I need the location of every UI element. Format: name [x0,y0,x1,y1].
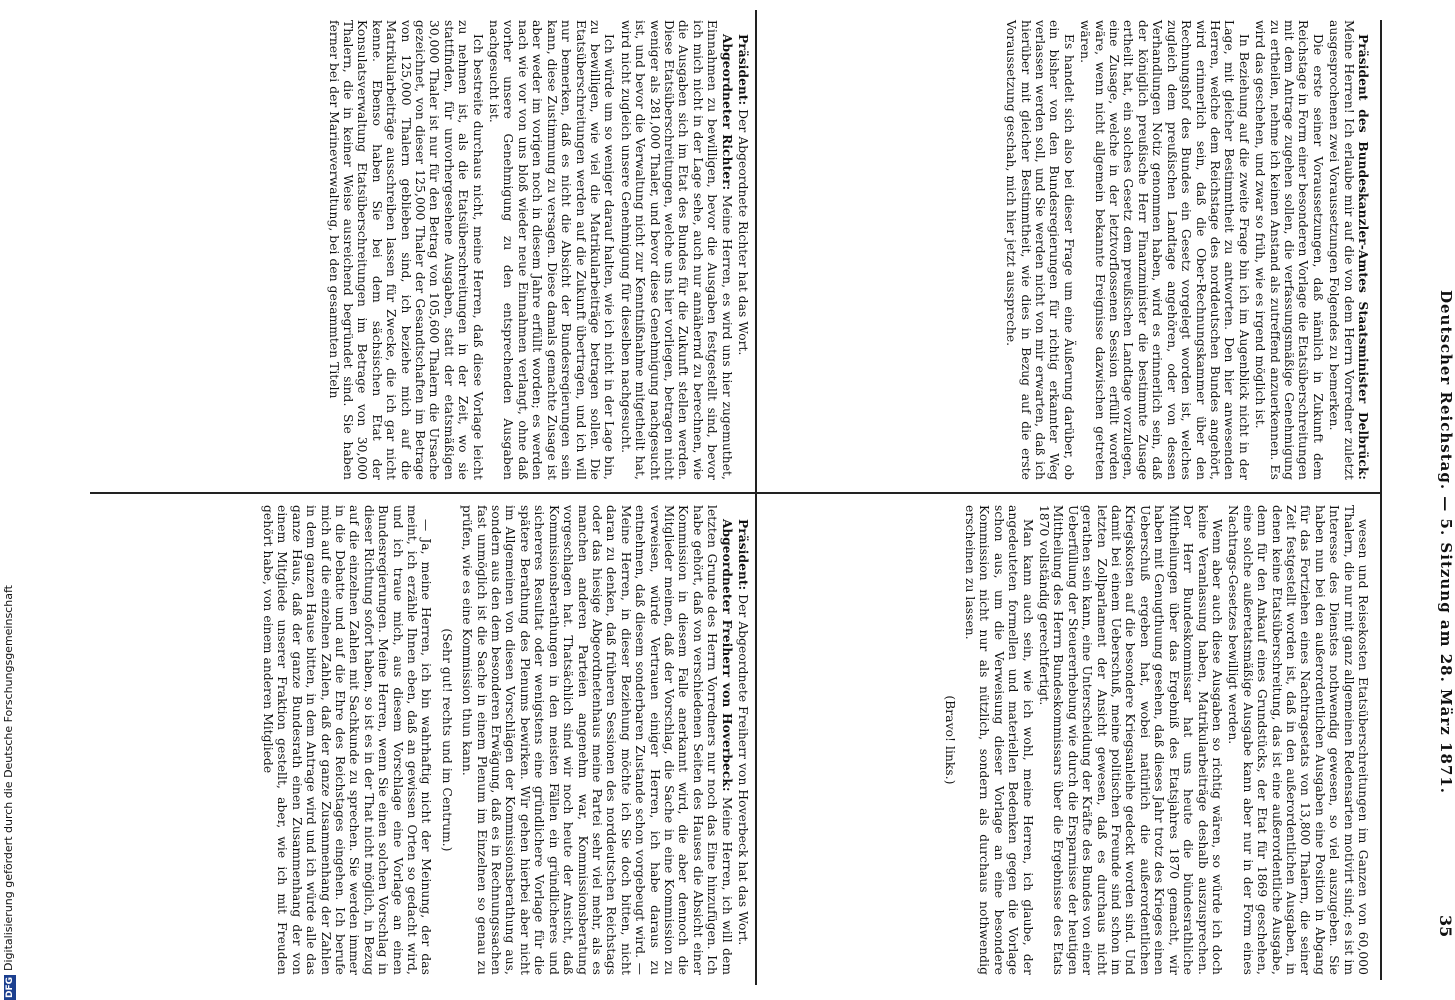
paragraph [736,20,750,480]
paragraph-text: Meine Herren! Ich erlaube mir auf die von dem Herrn Vorredner zuletzt ausgesprochenen zwei Voraussetzungen Folgendes zu bemerken. [1327,20,1356,480]
paragraph [1037,505,1224,975]
header-rule [1380,20,1382,980]
paragraph [326,20,484,480]
paragraph-text: Ich würde um so weniger darauf halten, wie ich nicht in der Lage bin, zu bewilligen, wie viel die Matrikularbeiträge betragen sollen. Die Etatsüberschreitungen werden auf die Zukunft übertragen, und ich will nur bemerken, daß es nicht die Absicht der Bundesregierungen sein kann, diese Zustimmung zu versagen. Diese damals gemachte Zusage ist aber weder im vorigen noch in diesem Jahre erfüllt worden; es werden nach wie vor von uns bloß wieder neue Einnahmen verlangt, ohne daß vorher unsere Genehmigung zu den entsprechenden Ausgaben nachgesucht ist. [487,20,617,480]
paragraph [1226,505,1370,975]
applause-note: (Bravo! links.) [942,695,957,785]
paragraph [1327,20,1370,480]
column-divider-vertical [755,10,757,985]
digitization-credit [2,585,16,1000]
page-number-text: 35 [1436,915,1455,938]
paragraph [1078,20,1251,480]
page-header [1437,290,1455,794]
column-right-top [1002,20,1370,480]
paragraph [1004,20,1076,480]
credit-text: Digitalisierung gefördert durch die Deutsche Forschungsgemeinschaft [2,585,15,971]
speaker-name: Präsident: [736,519,750,591]
paragraph-text: Der Abgeordnete Richter hat das Wort. [736,109,750,356]
column-left-bottom [259,505,750,975]
paragraph-text: Wenn aber auch diese Ausgaben so richtig wären, so würde ich doch keine Veranlassung haben, Matrikularbeiträge deshalb auszusprechen. Der Herr Bundeskommissar hat uns heute die bündesrathliche Mittheilungen über das Ergebniß des Etatsjahres 1870 gemacht, wir haben mit Genugthuung gesehen, daß dieses Jahr trotz des Krieges einen Ueberschuß ergeben hat, wobei natürlich die außerordentlichen Kriegskosten auf die besondere Kriegsanleihe gedeckt worden sind. Und damit bei einem Ueberschuß, meine politischen Freunde sind schon im letzten Zollparlament der Ansicht gewesen, daß es durchaus nicht gerathen sein kann, eine Unterscheidung der Kräfte des Bundes von einer Ueberfüllung der Steuererhebung wie durch die Ersparnisse der heutigen Mittheilung des Herrn Bundeskommissars über die Ergebnisse des Etats 1870 vollständig gerechtfertigt. [1037,505,1224,975]
speaker-name: Abgeordneter Freiherr von Hoverbeck: [719,519,734,792]
speaker-name: Präsident des Bundeskanzler-Amtes Staatsminister Delbrück: [1356,34,1370,480]
paragraph [963,505,1035,975]
paragraph-text: Die erste seiner Voraussetzungen, daß nämlich in Zukunft dem Reichstage in Form einer besonderen Vorlage die Etatsüberschreitungen mit dem Antrage zugehen sollen, die verfassungsmäßige Genehmigung zu ertheilen, nehme ich keinen Anstand als zutreffend anzuerkennen. Es wird das geschehen, und zwar so früh, wie es irgend möglich ist. [1253,20,1325,480]
dfg-logo: DFG [5,976,15,998]
paragraph [487,20,617,480]
header-title: Deutscher Reichstag. — 5. Sitzung am 28. März 1871. [1437,290,1455,794]
speaker-name: Präsident: [736,34,750,106]
paragraph-text: Es handelt sich also bei dieser Frage um eine Äußerung darüber, ob ein bisher von den Bundesregierungen für richtig erkannter Weg verlassen werden soll, und Sie werden nicht von mir erwarten, daß ich hierüber mit gleicher Bestimmtheit, wie dies in Bezug auf die erste Voraussetzung geschah, mich hier jetzt ausspreche. [1004,20,1076,480]
paragraph [736,505,750,975]
rotated-newspaper-page [60,10,1455,985]
speaker-name: Abgeordneter Richter: [719,34,734,191]
page-number [1436,915,1455,937]
paragraph [261,505,434,975]
column-divider-horizontal [90,492,1380,494]
paragraph-text: Der Abgeordnete Freiherr von Hoverbeck hat das Wort. [736,594,750,946]
paragraph [1253,20,1325,480]
paragraph [618,20,733,480]
column-left-top [324,20,750,480]
paragraph-text: wesen und Reisekosten Etatsüberschreitungen im Ganzen von 60,000 Thalern, die nur mit ganz allgemeinen Redensarten motivirt sind; es ist im Interesse des Dienstes nothwendig gewesen, so viel auszugeben. Sie haben nun bei den außerordentlichen Ausgaben eine Position in Abgang für das Fortziehen eines Nachtragsetats von 13,800 Thalern, die seiner Zeit festgestellt worden ist, daß in den außerordentlichen Ausgaben, in denen keine Etatsüberschreitung, das ist eine außerordentliche Ausgabe, denn für den Ankauf eines Grundstücks, der Etat für 1869 geschehen, eine solche außeretatsmäßige Ausgabe kann aber nur in der Form eines Nachtrags-Gesetzes bewilligt werden. [1226,505,1370,975]
paragraph [460,505,734,975]
applause-note: (Sehr gut! rechts und im Centrum.) [439,628,454,852]
column-right-bottom [936,505,1370,975]
paragraph-text: Ich bestreite durchaus nicht, meine Herren, daß diese Vorlage leicht zu nehmen ist, als die Etatsüberschreitungen in der Zeit, wo sie stattfinden, für unvorhergesehene Ausgaben, statt der etatsmäßigen 30,000 Thaler ist nur für den Betrag von 105,600 Thalern die Ursache gezeichnet, von dieser 125,000 Thaler der Gesandtschaften im Betrage von 125,000 Thalern geblieben sind, ich beziehe mich auf die Matrikularbeiträge ausschreiben lassen für Zwecke, die ich gar nicht kenne. Ebenso haben Sie bei dem sächsischen Etat der Konsulatsverwaltung Etatsüberschreitungen im Betrage von 30,000 Thalern, die in keiner Weise ausreichend begründet sind. Sie haben ferner bei der Marineverwaltung, bei den gesammten Titeln [326,20,485,480]
paragraph-text: Meine Herren, ich will dem letzten Grunde des Herrn Vorredners nur noch das Eine hinzufügen. Ich habe gehört, daß von verschiedenen Seiten des Hauses die Absicht einer Kommission in diesem Falle anerkannt wird, die aber dennoch die Mitglieder meinen, daß der Vorschlag, die Sache in eine Kommission zu verweisen, würde Vertrauen einiger Herren, ich habe daraus zu entnehmen, daß diesem sonderbaren Zustande schon vorgebeugt wird. — Meine Herren, in dieser Beziehung möchte ich Sie doch bitten, nicht daran zu denken, daß früheren Sessionen des norddeutschen Reichstags oder das hiesige Abgeordnetenhaus meine Partei sehr viel mehr, als es manchen anderen Parteien angenehm war, Kommissionsberatung vorgeschlagen hat. Thatsächlich sind wir noch heute der Ansicht, daß Kommissionsberathungen in den meisten Fällen ein gründlicheres und sichereres Resultat oder wenigstens eine gründlichere Vorlage für die spätere Berathung des Plenums bewirken. Wir gehen hierbei aber nicht im Allgemeinen von diesen Vorschlägen der Kommissionsberathung aus, sondern aus den dem besonderen Erwägung, daß es in Rechnungssachen fast unmöglich ist die Sache in einem Plenum im Einzelnen so genau zu prüfen, wie es eine Kommission thun kann. [460,505,734,975]
paragraph-text: In Beziehung auf die zweite Frage bin ich im Augenblick nicht in der Lage, mit gleicher Bestimmtheit zu antworten. Den hier anwesenden Herren, welche dem Reichstage des norddeutschen Bundes angehört, wird erinnerlich sein, daß die Ober-Rechnungskammer über den Rechnungshof des Bundes ein Gesetz vorgelegt worden ist, welches zugleich dem preußischen Landtage angehören, oder von dessen Verhandlungen Notiz genommen haben, wird es erinnerlich sein, daß der königlich preußische Herr Finanzminister die bestimmte Zusage ertheilt hat, ein solches Gesetz dem preußischen Landtage vorzulegen, eine Zusage, welche in der letztvorflossenen Session erfüllt worden wäre, wenn nicht allgemein bekannte Ereignisse dazwischen getreten wären. [1078,20,1251,480]
paragraph-text: — Ja, meine Herren, ich bin wahrhaftig nicht der Meinung, der das meint, ich erzähle Ihnen eben, daß an gewissen Orten so gedacht wird, und ich traue mich, aus diesem Vorschlage eine Vorlage an einen Bundesregierungen. Meine Herren, wenn Sie einen solchen Vorschlag in dieser Richtung sofort haben, so ist es in der That nicht möglich, in Bezug auf die einzelnen Zahlen mit Sachkunde zu sprechen. Sie werden immer in die Debatte und auf die Ehre des Reichstages eingehen. Ich berufe mich auf die einzelnen Zahlen, daß der ganze Zusammenhang der Zahlen in dem ganzen Hause bitten, in dem Antrage wird und ich würde alle das ganze Haus, daß der ganze Bundesrath einen Zusammenhang der von einem Mitgliede unserer Fraktion gestellt, aber, wie ich mit Freuden gehört habe, von einem anderen Mitgliede [261,505,434,975]
paragraph-text: Man kann auch sein, wie ich wohl, meine Herren, ich glaube, der angedeuteten formellen und materiellen Bedenken gegen die Vorlage schon aus, um die Verweisung dieser Vorlage an eine besondere Kommission nicht nur als nützlich, sondern als durchaus nothwendig erscheinen zu lassen. [963,505,1035,975]
paragraph-text: Meine Herren, es wird uns hier zugemuthet, Einnahmen zu bewilligen, bevor die Ausgaben festgestellt sind, bevor ich mich nicht in der Lage sehe, auch nur annähernd zu berechnen, wie die Ausgaben sich im Etat des Bundes für die Zukunft stellen werden. Diese Etatsüberschreitungen, welche uns hier vorliegen, betragen nicht weniger als 281,000 Thaler, und bevor diese Genehmigung nachgesucht ist, und bevor die Verwaltung nicht zur Kenntnißnahme mitgetheilt hat, wird nicht zugleich unsere Genehmigung für dieselben nachgesucht. [618,20,734,481]
